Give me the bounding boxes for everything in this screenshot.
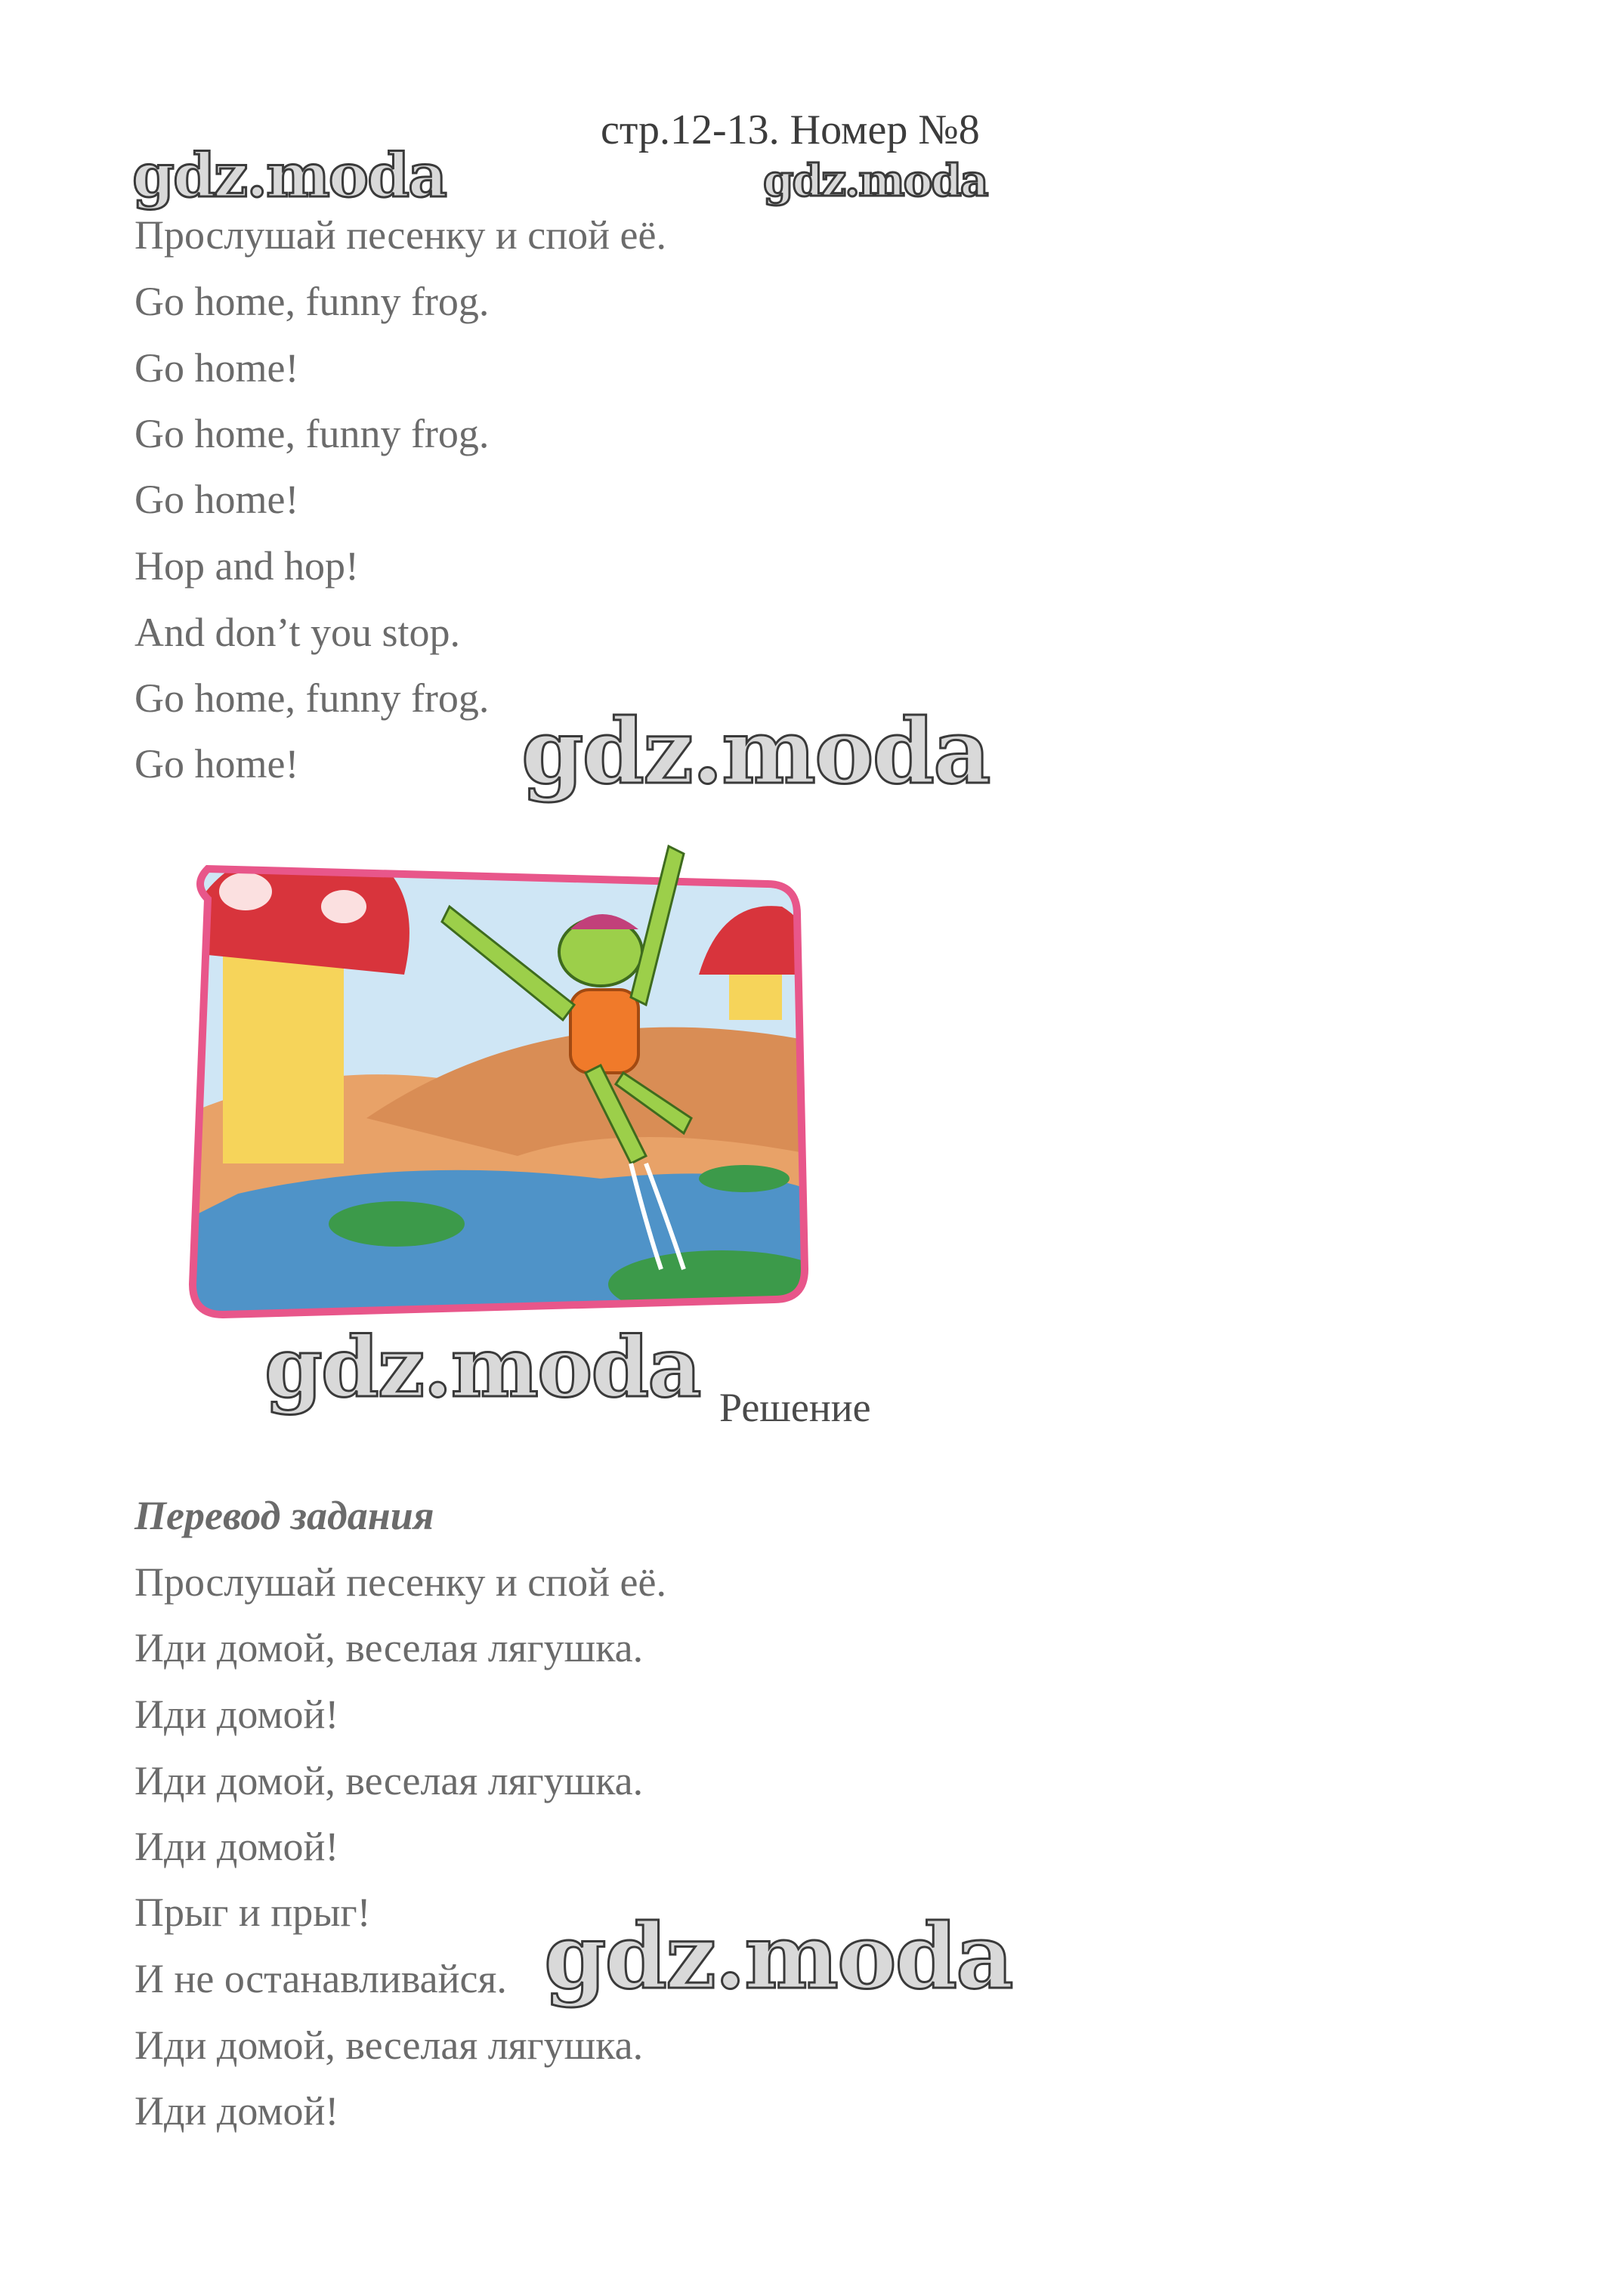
translation-line: Прыг и прыг! [134,1890,371,1935]
watermark: gdz.moda [521,699,990,804]
task-instruction: Прослушай песенку и спой её. [134,212,666,258]
song-line: Hop and hop! [134,543,359,589]
solution-heading: Перевод задания [134,1493,434,1538]
song-line: Go home, funny frog. [134,279,490,324]
translation-line: Иди домой, веселая лягушка. [134,1625,644,1670]
song-line: Go home! [134,477,299,522]
translation-line: Иди домой, веселая лягушка. [134,1758,644,1803]
frog-jumping-illustration [178,801,820,1330]
watermark: gdz.moda [132,140,446,211]
watermark: gdz.moda [544,1904,1012,2009]
page-title: стр.12-13. Номер №8 [601,107,980,153]
song-line: Go home, funny frog. [134,675,490,721]
translation-line: Иди домой, веселая лягушка. [134,2023,644,2068]
song-line: Go home! [134,345,299,391]
watermark: gdz.moda [763,155,987,206]
translation-line: Иди домой! [134,2088,339,2134]
translation-line: И не останавливайся. [134,1956,507,2001]
translation-line: Иди домой! [134,1824,339,1869]
watermark: gdz.moda [264,1318,700,1416]
solution-instruction: Прослушай песенку и спой её. [134,1559,666,1605]
translation-line: Иди домой! [134,1692,339,1737]
solution-label: Решение [719,1385,871,1430]
song-line: And don’t you stop. [134,610,461,655]
song-line: Go home! [134,741,299,786]
song-line: Go home, funny frog. [134,411,490,456]
